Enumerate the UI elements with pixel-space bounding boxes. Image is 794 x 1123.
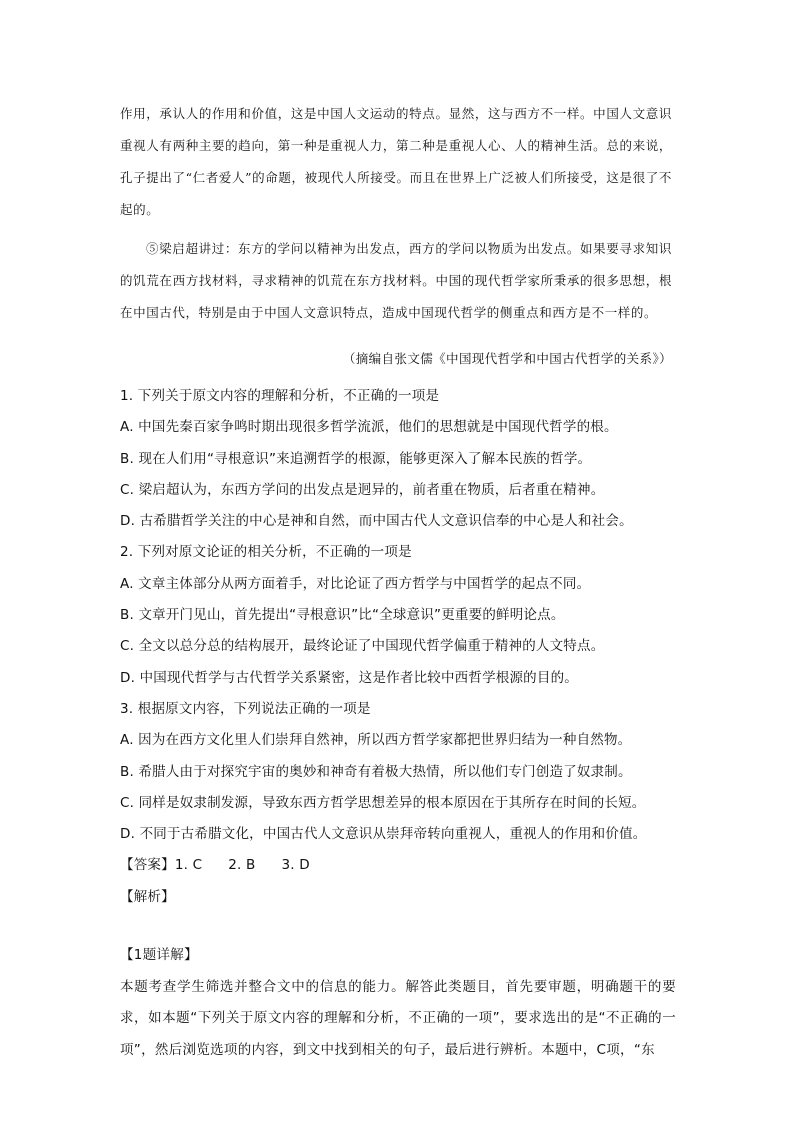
- answer-item: 2. B: [228, 857, 256, 874]
- question-2-option-c: C. 全文以总分总的结构展开，最终论证了中国现代哲学偏重于精神的人文特点。: [120, 638, 605, 655]
- question-1-option-b: B. 现在人们用“寻根意识”来追溯哲学的根源，能够更深入了解本民族的哲学。: [120, 450, 592, 467]
- question-2-option-a: A. 文章主体部分从两方面着手，对比论证了西方哲学与中国哲学的起点不同。: [120, 575, 591, 592]
- question-1-detail-label: 【1题详解】: [120, 947, 198, 963]
- question-3-option-a: A. 因为在西方文化里人们崇拜自然神，所以西方哲学家都把世界归结为一种自然物。: [120, 732, 632, 749]
- question-1-option-d: D. 古希腊哲学关注的中心是神和自然，而中国古代人文意识信奉的中心是人和社会。: [120, 513, 633, 530]
- answer-row: [120, 850, 680, 881]
- question-1-explanation: [120, 940, 676, 1066]
- passage-source: （摘编自张文儒《中国现代哲学和中国古代哲学的关系》）: [342, 351, 672, 366]
- question-3-option-c: C. 同样是奴隶制发源，导致东西方哲学思想差异的根本原因在于其所存在时间的长短。: [120, 794, 646, 811]
- question-2-stem: 2. 下列对原文论证的相关分析，不正确的一项是: [120, 544, 412, 561]
- question-3-option-d: D. 不同于古希腊文化，中国古代人文意识从崇拜帝转向重视人，重视人的作用和价值。: [120, 826, 647, 843]
- question-3-stem: 3. 根据原文内容，下列说法正确的一项是: [120, 700, 371, 717]
- question-2-option-d: D. 中国现代哲学与古代哲学关系紧密，这是作者比较中西哲学根源的目的。: [120, 669, 578, 686]
- reading-passage: [120, 98, 672, 329]
- question-section: [120, 381, 680, 913]
- passage-paragraph-5: ⑤梁启超讲过：东方的学问以精神为出发点，西方的学问以物质为出发点。如果要寻求知识的饥荒在西方找材料，寻求精神的饥荒在东方找材料。中国的现代哲学家所秉承的很多思想，根在中国古代，特别是由于中国人文意识特点，造成中国现代哲学的侧重点和西方是不一样的。: [120, 241, 672, 320]
- question-2-option-b: B. 文章开门见山，首先提出“寻根意识”比“全球意识”更重要的鲜明论点。: [120, 607, 565, 624]
- question-1-stem: 1. 下列关于原文内容的理解和分析，不正确的一项是: [120, 388, 440, 404]
- answer-item: 3. D: [281, 857, 310, 874]
- passage-paragraph-4-continued: 作用，承认人的作用和价值，这是中国人文运动的特点。显然，这与西方不一样。中国人文意识重视人有两种主要的趋向，第一种是重视人力，第二种是重视人心、人的精神生活。总的来说，孔子提出了“仁者爱人”的命题，被现代人所接受。而且在世界上广泛被人们所接受，这是很了不起的。: [120, 106, 672, 217]
- question-1-option-a: A. 中国先秦百家争鸣时期出现很多哲学流派，他们的思想就是中国现代哲学的根。: [120, 419, 618, 436]
- question-1-detail-text: 本题考查学生筛选并整合文中的信息的能力。解答此类题目，首先要审题，明确题干的要求，如本题“下列关于原文内容的理解和分析，不正确的一项”，要求选出的是“不正确的一项”，然后浏览选项的内容，到文中找到相关的句子，最后进行辨析。本题中，C项，“东: [120, 978, 676, 1058]
- question-3-option-b: B. 希腊人由于对探究宇宙的奥妙和神奇有着极大热情，所以他们专门创造了奴隶制。: [120, 763, 632, 780]
- answer-label: 【答案】: [120, 857, 175, 874]
- question-1-option-c: C. 梁启超认为，东西方学问的出发点是迥异的，前者重在物质，后者重在精神。: [120, 481, 605, 498]
- answer-item: 1. C: [174, 857, 203, 874]
- analysis-label: 【解析】: [120, 888, 175, 905]
